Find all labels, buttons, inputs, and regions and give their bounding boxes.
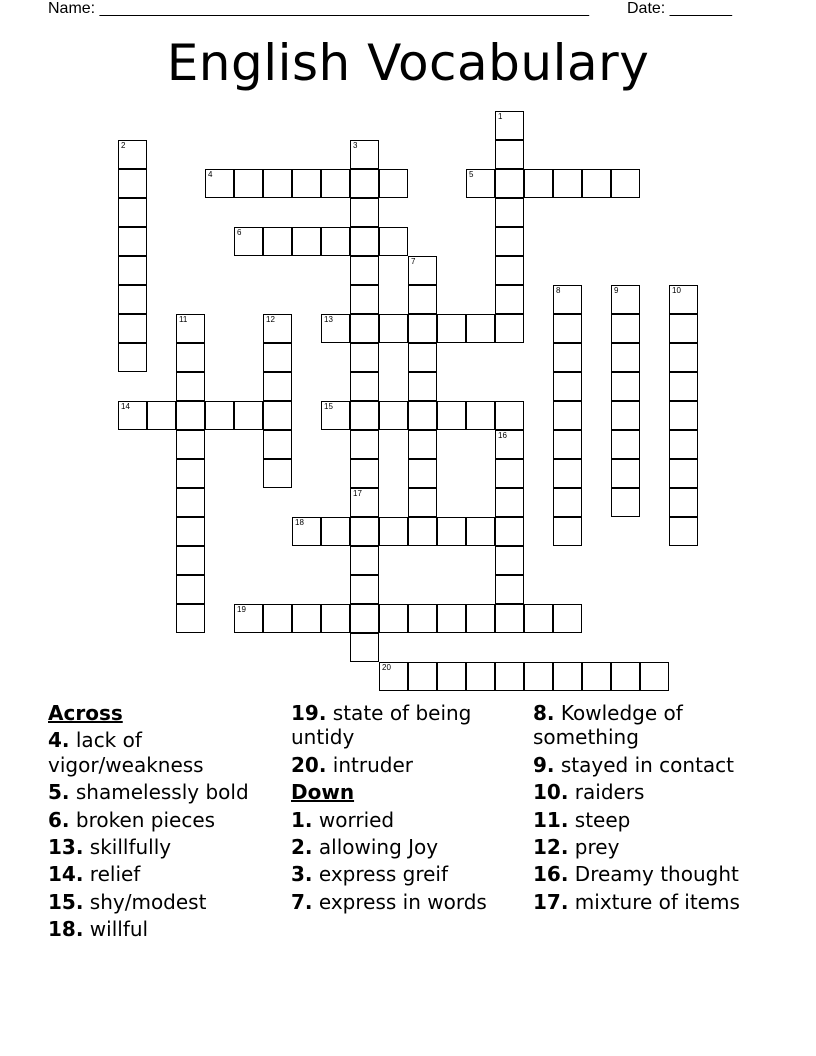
grid-cell[interactable] [263, 314, 292, 343]
grid-cell[interactable] [408, 604, 437, 633]
grid-cell[interactable] [408, 372, 437, 401]
grid-cell[interactable] [495, 517, 524, 546]
grid-cell[interactable] [176, 459, 205, 488]
grid-cell[interactable] [466, 662, 495, 691]
grid-cell[interactable] [176, 401, 205, 430]
grid-cell[interactable] [495, 430, 524, 459]
clue-across-18: 18. willful [48, 917, 149, 942]
grid-cell[interactable] [553, 285, 582, 314]
grid-cell[interactable] [495, 662, 524, 691]
grid-cell[interactable] [263, 401, 292, 430]
grid-cell[interactable] [321, 227, 350, 256]
grid-cell[interactable] [669, 285, 698, 314]
grid-cell[interactable] [553, 488, 582, 517]
grid-cell[interactable] [611, 285, 640, 314]
cell-number: 17 [353, 489, 362, 498]
clue-down-3: 3. express greif [291, 862, 449, 887]
grid-cell[interactable] [611, 372, 640, 401]
grid-cell[interactable] [379, 314, 408, 343]
cell-number: 10 [672, 286, 681, 295]
grid-cell[interactable] [234, 227, 263, 256]
grid-cell[interactable] [118, 140, 147, 169]
cell-number: 6 [237, 228, 242, 237]
grid-cell[interactable] [350, 227, 379, 256]
grid-cell[interactable] [466, 604, 495, 633]
grid-cell[interactable] [669, 401, 698, 430]
grid-cell[interactable] [350, 401, 379, 430]
cell-number: 1 [498, 112, 503, 121]
grid-cell[interactable] [553, 459, 582, 488]
grid-cell[interactable] [437, 604, 466, 633]
grid-cell[interactable] [495, 459, 524, 488]
grid-cell[interactable] [292, 227, 321, 256]
grid-cell[interactable] [669, 459, 698, 488]
grid-cell[interactable] [234, 401, 263, 430]
grid-cell[interactable] [524, 604, 553, 633]
grid-cell[interactable] [611, 430, 640, 459]
down-heading: Down [291, 780, 355, 805]
grid-cell[interactable] [408, 517, 437, 546]
grid-cell[interactable] [176, 430, 205, 459]
grid-cell[interactable] [611, 169, 640, 198]
grid-cell[interactable] [263, 604, 292, 633]
cell-number: 3 [353, 141, 358, 150]
grid-cell[interactable] [611, 662, 640, 691]
grid-cell[interactable] [350, 169, 379, 198]
grid-cell[interactable] [408, 662, 437, 691]
grid-cell[interactable] [408, 285, 437, 314]
clue-across-6: 6. broken pieces [48, 807, 216, 832]
cell-number: 15 [324, 402, 333, 411]
grid-cell[interactable] [118, 343, 147, 372]
grid-cell[interactable] [495, 575, 524, 604]
grid-cell[interactable] [263, 372, 292, 401]
grid-cell[interactable] [292, 604, 321, 633]
grid-cell[interactable] [350, 140, 379, 169]
grid-cell[interactable] [669, 430, 698, 459]
grid-cell[interactable] [292, 517, 321, 546]
grid-cell[interactable] [176, 575, 205, 604]
grid-cell[interactable] [176, 546, 205, 575]
clue-down-17: 17. mixture of items [533, 889, 740, 914]
grid-cell[interactable] [553, 430, 582, 459]
grid-cell[interactable] [147, 401, 176, 430]
grid-cell[interactable] [553, 401, 582, 430]
grid-cell[interactable] [350, 459, 379, 488]
grid-cell[interactable] [234, 169, 263, 198]
clue-down-8: 8. Kowledge of something [533, 701, 683, 750]
grid-cell[interactable] [582, 662, 611, 691]
clue-across-4: 4. lack of vigor/weakness [48, 728, 204, 777]
grid-cell[interactable] [408, 314, 437, 343]
grid-cell[interactable] [350, 256, 379, 285]
grid-cell[interactable] [379, 517, 408, 546]
clue-down-12: 12. prey [533, 834, 620, 859]
grid-cell[interactable] [611, 343, 640, 372]
grid-cell[interactable] [292, 169, 321, 198]
grid-cell[interactable] [495, 111, 524, 140]
grid-cell[interactable] [350, 575, 379, 604]
grid-cell[interactable] [321, 604, 350, 633]
cell-number: 5 [469, 170, 474, 179]
grid-cell[interactable] [263, 169, 292, 198]
name-field-label: Name: _______________________________________________________ [48, 0, 589, 17]
grid-cell[interactable] [640, 662, 669, 691]
grid-cell[interactable] [669, 314, 698, 343]
grid-cell[interactable] [205, 169, 234, 198]
grid-cell[interactable] [118, 169, 147, 198]
grid-cell[interactable] [350, 546, 379, 575]
grid-cell[interactable] [118, 314, 147, 343]
grid-cell[interactable] [495, 314, 524, 343]
grid-cell[interactable] [350, 430, 379, 459]
grid-cell[interactable] [234, 604, 263, 633]
grid-cell[interactable] [408, 459, 437, 488]
grid-cell[interactable] [495, 169, 524, 198]
grid-cell[interactable] [176, 314, 205, 343]
cell-number: 14 [121, 402, 130, 411]
cell-number: 13 [324, 315, 333, 324]
cell-number: 12 [266, 315, 275, 324]
clue-down-7: 7. express in words [291, 889, 487, 914]
grid-cell[interactable] [524, 662, 553, 691]
grid-cell[interactable] [611, 314, 640, 343]
grid-cell[interactable] [379, 227, 408, 256]
grid-cell[interactable] [350, 517, 379, 546]
grid-cell[interactable] [321, 401, 350, 430]
grid-cell[interactable] [553, 662, 582, 691]
grid-cell[interactable] [118, 401, 147, 430]
grid-cell[interactable] [263, 459, 292, 488]
grid-cell[interactable] [176, 488, 205, 517]
cell-number: 19 [237, 605, 246, 614]
grid-cell[interactable] [350, 343, 379, 372]
grid-cell[interactable] [379, 604, 408, 633]
grid-cell[interactable] [176, 604, 205, 633]
grid-cell[interactable] [118, 285, 147, 314]
grid-cell[interactable] [495, 227, 524, 256]
grid-cell[interactable] [495, 488, 524, 517]
grid-cell[interactable] [553, 169, 582, 198]
grid-cell[interactable] [669, 488, 698, 517]
clue-down-10: 10. raiders [533, 780, 645, 805]
cell-number: 18 [295, 518, 304, 527]
grid-cell[interactable] [611, 401, 640, 430]
grid-cell[interactable] [321, 517, 350, 546]
grid-cell[interactable] [611, 488, 640, 517]
grid-cell[interactable] [408, 488, 437, 517]
cell-number: 16 [498, 431, 507, 440]
grid-cell[interactable] [466, 401, 495, 430]
clue-across-13: 13. skillfully [48, 834, 172, 859]
grid-cell[interactable] [495, 285, 524, 314]
grid-cell[interactable] [408, 256, 437, 285]
cell-number: 8 [556, 286, 561, 295]
grid-cell[interactable] [553, 372, 582, 401]
grid-cell[interactable] [263, 227, 292, 256]
page-title: English Vocabulary [166, 34, 650, 92]
cell-number: 11 [179, 315, 188, 324]
grid-cell[interactable] [176, 517, 205, 546]
grid-cell[interactable] [669, 517, 698, 546]
grid-cell[interactable] [263, 343, 292, 372]
grid-cell[interactable] [118, 227, 147, 256]
grid-cell[interactable] [437, 314, 466, 343]
grid-cell[interactable] [611, 459, 640, 488]
grid-cell[interactable] [205, 401, 234, 430]
grid-cell[interactable] [379, 401, 408, 430]
grid-cell[interactable] [321, 169, 350, 198]
grid-cell[interactable] [379, 662, 408, 691]
grid-cell[interactable] [553, 343, 582, 372]
grid-cell[interactable] [437, 662, 466, 691]
clue-across-19: 19. state of being untidy [291, 701, 472, 750]
grid-cell[interactable] [408, 343, 437, 372]
grid-cell[interactable] [466, 517, 495, 546]
grid-cell[interactable] [553, 604, 582, 633]
clue-down-2: 2. allowing Joy [291, 834, 439, 859]
grid-cell[interactable] [553, 314, 582, 343]
date-field-label: Date: _______ [627, 0, 732, 17]
grid-cell[interactable] [350, 488, 379, 517]
grid-cell[interactable] [495, 546, 524, 575]
clue-across-5: 5. shamelessly bold [48, 780, 249, 805]
grid-cell[interactable] [553, 517, 582, 546]
grid-cell[interactable] [408, 430, 437, 459]
clues-column-2 [291, 701, 526, 917]
cell-number: 7 [411, 257, 416, 266]
grid-cell[interactable] [669, 343, 698, 372]
grid-cell[interactable] [466, 314, 495, 343]
grid-cell[interactable] [118, 198, 147, 227]
clue-across-14: 14. relief [48, 862, 141, 887]
grid-cell[interactable] [263, 430, 292, 459]
grid-cell[interactable] [495, 256, 524, 285]
grid-cell[interactable] [350, 633, 379, 662]
grid-cell[interactable] [408, 401, 437, 430]
grid-cell[interactable] [176, 372, 205, 401]
grid-cell[interactable] [350, 285, 379, 314]
grid-cell[interactable] [582, 169, 611, 198]
cell-number: 20 [382, 663, 391, 672]
grid-cell[interactable] [118, 256, 147, 285]
clue-down-1: 1. worried [291, 807, 395, 832]
grid-cell[interactable] [495, 604, 524, 633]
cell-number: 9 [614, 286, 619, 295]
grid-cell[interactable] [495, 401, 524, 430]
grid-cell[interactable] [524, 169, 553, 198]
grid-cell[interactable] [321, 314, 350, 343]
grid-cell[interactable] [350, 604, 379, 633]
grid-cell[interactable] [466, 169, 495, 198]
clue-down-16: 16. Dreamy thought [533, 862, 739, 887]
grid-cell[interactable] [350, 314, 379, 343]
grid-cell[interactable] [350, 198, 379, 227]
grid-cell[interactable] [350, 372, 379, 401]
cell-number: 4 [208, 170, 213, 179]
grid-cell[interactable] [437, 517, 466, 546]
grid-cell[interactable] [437, 401, 466, 430]
cell-number: 2 [121, 141, 126, 150]
clues-column-1 [48, 701, 278, 945]
grid-cell[interactable] [176, 343, 205, 372]
grid-cell[interactable] [669, 372, 698, 401]
clue-down-9: 9. stayed in contact [533, 752, 735, 777]
clue-across-20: 20. intruder [291, 752, 413, 777]
across-heading: Across [48, 701, 123, 725]
grid-cell[interactable] [495, 198, 524, 227]
grid-cell[interactable] [379, 169, 408, 198]
clue-across-15: 15. shy/modest [48, 889, 207, 914]
grid-cell[interactable] [495, 140, 524, 169]
clues-column-3 [533, 701, 793, 917]
clue-down-11: 11. steep [533, 807, 631, 832]
